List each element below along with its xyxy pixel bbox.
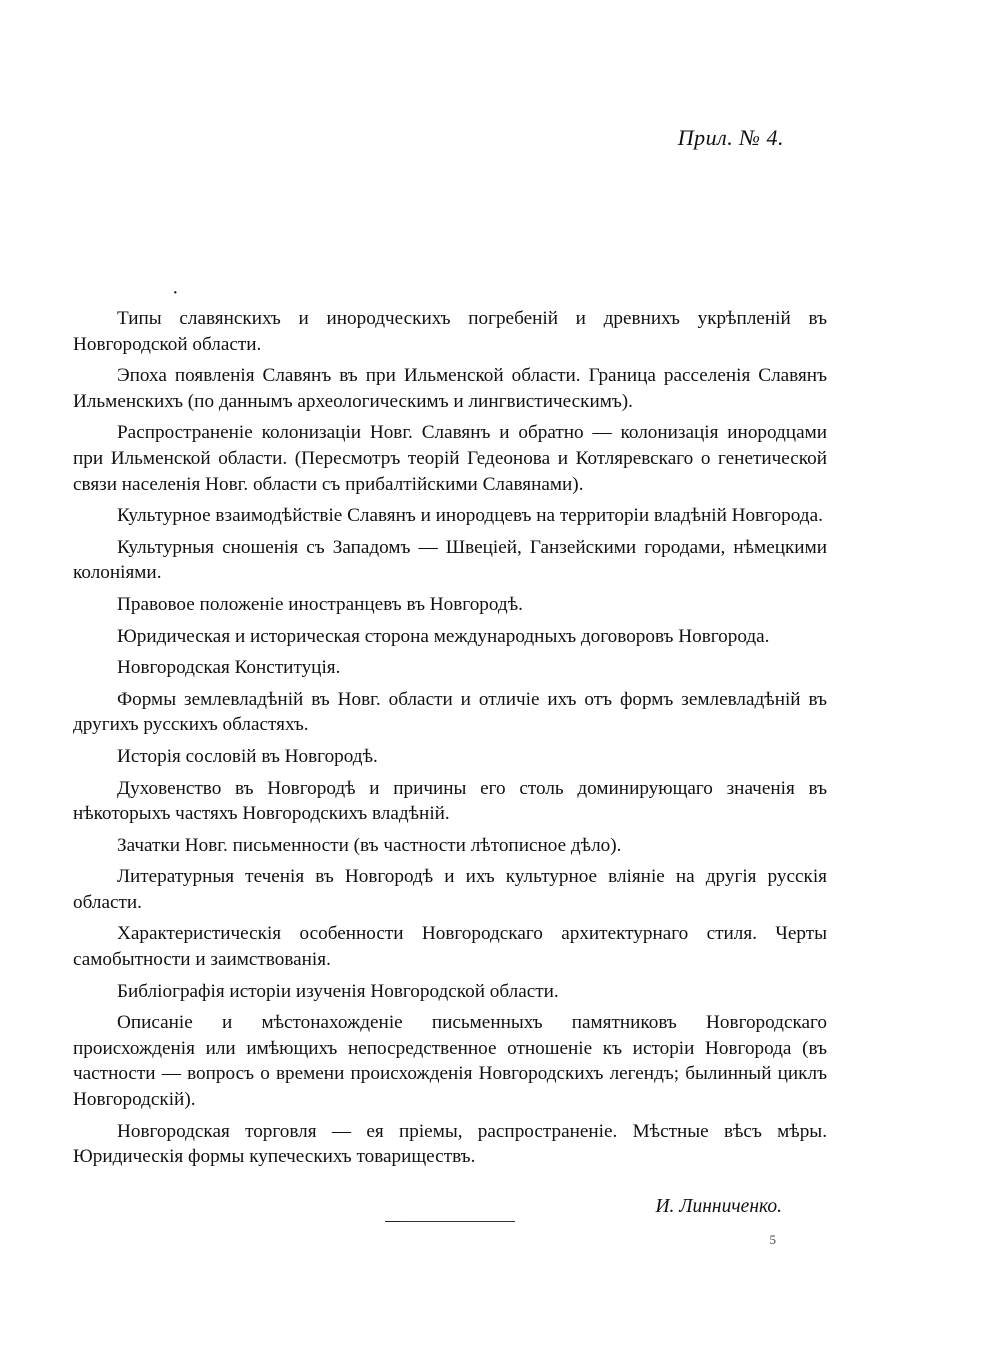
paragraph-11: Духовенство въ Новгородѣ и причины его столь доминирующаго значенiя въ нѣкоторыхъ частяхъ Новгородскихъ владѣнiй. xyxy=(73,777,827,825)
closing-rule xyxy=(385,1221,515,1222)
paragraph-3: Распространенiе колонизацiи Новг. Славянъ и обратно — колонизацiя инородцами при Ильменской области. (Пересмотръ теорiй Гедеонова и Котляревскаго о генетической связи населенiя Новг. области съ прибалтiйскими Славянами). xyxy=(73,422,827,495)
paragraph-17: Новгородская торговля — ея прiемы, распространенiе. Мѣстные вѣсъ мѣры. Юридическiя формы купеческихъ товариществъ. xyxy=(73,1120,827,1168)
paragraph-9: Формы землевладѣнiй въ Новг. области и отличiе ихъ отъ формъ землевладѣнiй въ другихъ русскихъ областяхъ. xyxy=(73,688,827,736)
page-number: 5 xyxy=(769,1232,776,1247)
paragraph-13: Литературныя теченiя въ Новгородѣ и ихъ культурное влiянiе на другiя русскiя области. xyxy=(73,866,827,913)
document-body xyxy=(73,306,827,1176)
paragraph-6: Правовое положенiе иностранцевъ въ Новгородѣ. xyxy=(117,593,523,615)
author-signature: И. Линниченко. xyxy=(655,1196,782,1217)
paragraph-16: Описанiе и мѣстонахожденiе письменныхъ памятниковъ Новгородскаго происхожденiя или имѣющихъ непосредственное отношенiе къ исторiи Новгорода (въ частности — вопросъ о времени происхожденiя Новгородскихъ легендъ; былинный циклъ Новгородскiй). xyxy=(73,1012,827,1111)
paragraph-4: Культурное взаимодѣйствiе Славянъ и инородцевъ на территорiи владѣнiй Новгорода. xyxy=(117,505,823,527)
closing-rule-mark xyxy=(385,1221,401,1222)
paragraph-14: Характеристическiя особенности Новгородскаго архитектурнаго стиля. Черты самобытности и заимствованiя. xyxy=(73,923,827,971)
paragraph-8: Новгородская Конституцiя. xyxy=(117,657,341,679)
paragraph-7: Юридическая и историческая сторона международныхъ договоровъ Новгорода. xyxy=(117,625,770,647)
paragraph-1: Типы славянскихъ и инородческихъ погребенiй и древнихъ укрѣпленiй въ Новгородской области. xyxy=(73,308,827,355)
paragraph-5: Культурныя сношенiя съ Западомъ — Швецiей, Ганзейскими городами, нѣмецкими колонiями. xyxy=(73,536,827,584)
paragraph-15: Библiографiя исторiи изученiя Новгородской области. xyxy=(117,980,559,1002)
appendix-label: Прил. № 4. xyxy=(677,125,784,150)
paragraph-2: Эпоха появленiя Славянъ въ при Ильменской области. Граница расселенiя Славянъ Ильменскихъ (по даннымъ археологическимъ и лингвистическимъ). xyxy=(73,365,827,412)
paragraph-12: Зачатки Новг. письменности (въ частности лѣтописное дѣло). xyxy=(117,834,622,856)
stray-mark: · xyxy=(172,282,179,304)
paragraph-10: Исторiя сословiй въ Новгородѣ. xyxy=(117,745,378,767)
